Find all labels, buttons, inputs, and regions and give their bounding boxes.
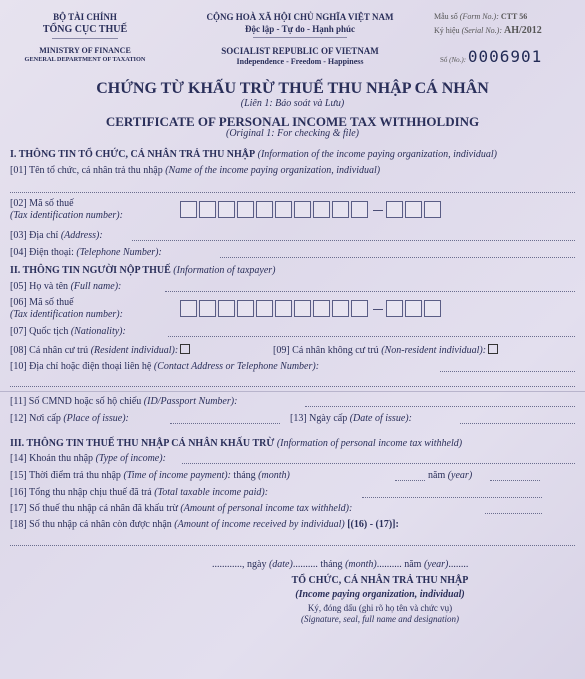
date-year-label-en: (year) bbox=[423, 559, 449, 570]
title-copy-en: (Original 1: For checking & file) bbox=[225, 128, 360, 139]
title-vn: CHỨNG TỪ KHẤU TRỪ THUẾ THU NHẬP CÁ NHÂN bbox=[96, 80, 489, 97]
field-01-line[interactable] bbox=[10, 192, 575, 193]
field-17-code: [17] bbox=[10, 503, 27, 514]
signature-instruction-vn: Ký, đóng dấu (ghi rõ họ tên và chức vụ) bbox=[307, 603, 453, 613]
tax-id-digit-box[interactable] bbox=[218, 300, 235, 317]
field-05 bbox=[10, 281, 121, 292]
form-no-label-en: (Form No.): bbox=[459, 12, 499, 21]
field-03 bbox=[10, 230, 103, 241]
field-09 bbox=[273, 344, 498, 356]
field-18-label: Số thu nhập cá nhân còn được nhận bbox=[29, 519, 172, 530]
field-07-label: Quốc tịch bbox=[29, 326, 69, 337]
field-11-label-en: (ID/Passport Number): bbox=[143, 396, 238, 407]
title-copy-vn: (Liên 1: Báo soát và Lưu) bbox=[240, 98, 345, 109]
department-en: GENERAL DEPARTMENT OF TAXATION bbox=[24, 56, 146, 63]
field-17-label: Số thuế thu nhập cá nhân đã khấu trừ bbox=[29, 503, 178, 514]
serial-number bbox=[434, 25, 542, 36]
field-12 bbox=[10, 413, 129, 424]
field-10-label-en: (Contact Address or Telephone Number): bbox=[153, 361, 320, 372]
tax-id-digit-box[interactable] bbox=[180, 300, 197, 317]
field-15-year-label-en: (year) bbox=[447, 470, 473, 481]
field-13 bbox=[290, 413, 412, 424]
motto-en: Independence - Freedom - Happiness bbox=[236, 57, 364, 66]
field-15-month-label-en: (month) bbox=[258, 470, 290, 481]
section-3-title-en: (Information of personal income tax withheld) bbox=[276, 438, 463, 449]
resident-checkbox[interactable] bbox=[180, 344, 190, 354]
field-12-code: [12] bbox=[10, 413, 27, 424]
field-13-code: [13] bbox=[290, 413, 307, 424]
field-10-code: [10] bbox=[10, 361, 27, 372]
field-01 bbox=[10, 165, 380, 176]
field-10 bbox=[10, 361, 319, 372]
tax-id-digit-box[interactable] bbox=[218, 201, 235, 218]
signature-date: ............, ngày (date).......... tháng (month).......... năm (year)........ bbox=[212, 559, 469, 570]
field-12-label: Nơi cấp bbox=[29, 413, 61, 424]
ministry-en: MINISTRY OF FINANCE bbox=[39, 46, 131, 55]
field-04-line[interactable] bbox=[220, 257, 575, 258]
field-08-label: Cá nhân cư trú bbox=[29, 345, 89, 356]
field-16-label-en: (Total taxable income paid): bbox=[154, 487, 269, 498]
field-07-label-en: (Nationality): bbox=[70, 326, 126, 337]
tax-id-branch-box[interactable] bbox=[424, 300, 441, 317]
tax-id-digit-box[interactable] bbox=[237, 300, 254, 317]
signature-org-vn: TỔ CHỨC, CÁ NHÂN TRẢ THU NHẬP bbox=[291, 575, 469, 586]
field-04-label: Điện thoại: bbox=[29, 247, 74, 258]
tax-id-digit-box[interactable] bbox=[256, 300, 273, 317]
field-16-code: [16] bbox=[10, 487, 27, 498]
field-14 bbox=[10, 453, 166, 464]
serial-value: AH/2012 bbox=[504, 25, 542, 36]
field-15-month-label: tháng bbox=[233, 470, 256, 481]
field-02-code: [02] bbox=[10, 198, 27, 209]
date-month-label-en: (month) bbox=[345, 559, 377, 570]
tax-id-branch-box[interactable] bbox=[386, 201, 403, 218]
tax-id-separator bbox=[373, 210, 383, 211]
date-year-label: năm bbox=[404, 559, 422, 570]
field-06-label-en: (Tax identification number): bbox=[10, 309, 123, 320]
field-15-year-label: năm bbox=[428, 470, 446, 481]
field-04 bbox=[10, 247, 162, 258]
field-07-code: [07] bbox=[10, 326, 27, 337]
motto-vn: Độc lập - Tự do - Hạnh phúc bbox=[244, 24, 355, 34]
tax-id-digit-box[interactable] bbox=[294, 300, 311, 317]
field-13-line[interactable] bbox=[460, 423, 575, 424]
field-06-code: [06] bbox=[10, 297, 27, 308]
document-number-value: 0006901 bbox=[467, 47, 543, 66]
tax-id-digit-box[interactable] bbox=[313, 300, 330, 317]
field-15 bbox=[10, 470, 290, 481]
field-16 bbox=[10, 487, 268, 498]
tax-id-digit-box[interactable] bbox=[332, 201, 349, 218]
field-01-label: Tên tổ chức, cá nhân trả thu nhập bbox=[29, 165, 163, 176]
form-no-label: Mẫu số bbox=[434, 12, 458, 21]
section-1-heading bbox=[10, 149, 497, 160]
tax-id-digit-box[interactable] bbox=[294, 201, 311, 218]
field-06-label: Mã số thuế bbox=[29, 297, 74, 308]
field-10-line-2[interactable] bbox=[10, 386, 575, 387]
section-1-title-en: (Information of the income paying organization, individual) bbox=[257, 149, 497, 160]
field-03-code: [03] bbox=[10, 230, 27, 241]
field-02 bbox=[10, 198, 74, 209]
field-18-line[interactable] bbox=[10, 545, 575, 546]
tax-id-branch-box[interactable] bbox=[405, 300, 422, 317]
field-03-line[interactable] bbox=[132, 240, 575, 241]
field-03-label-en: (Address): bbox=[60, 230, 103, 241]
tax-id-digit-box[interactable] bbox=[275, 300, 292, 317]
tax-id-digit-box[interactable] bbox=[180, 201, 197, 218]
tax-id-digit-box[interactable] bbox=[351, 201, 368, 218]
field-14-label-en: (Type of income): bbox=[95, 453, 166, 464]
field-14-code: [14] bbox=[10, 453, 27, 464]
tax-id-digit-box[interactable] bbox=[256, 201, 273, 218]
field-18-formula: [(16) - (17)]: bbox=[347, 519, 399, 530]
date-day-label-en: (date) bbox=[268, 559, 293, 570]
field-09-code: [09] bbox=[273, 345, 290, 356]
no-label: Số bbox=[440, 56, 448, 64]
header-underline-center bbox=[253, 37, 347, 38]
title-en: CERTIFICATE OF PERSONAL INCOME TAX WITHHOLDING bbox=[105, 114, 480, 129]
section-2-title: II. THÔNG TIN NGƯỜI NỘP THUẾ bbox=[10, 265, 171, 276]
tax-id-digit-box[interactable] bbox=[332, 300, 349, 317]
field-16-label: Tổng thu nhập chịu thuế đã trả bbox=[29, 487, 152, 498]
field-11 bbox=[10, 396, 237, 407]
field-11-label: Số CMND hoặc số hộ chiếu bbox=[28, 396, 142, 407]
field-02-label: Mã số thuế bbox=[29, 198, 74, 209]
field-12-label-en: (Place of issue): bbox=[63, 413, 129, 424]
form-no-value: CTT 56 bbox=[500, 12, 528, 21]
field-05-code: [05] bbox=[10, 281, 27, 292]
field-15-year-line[interactable] bbox=[490, 480, 540, 481]
field-08-label-en: (Resident individual): bbox=[90, 345, 179, 356]
field-15-month-line[interactable] bbox=[395, 480, 425, 481]
field-15-label-en: (Time of income payment): bbox=[123, 470, 231, 481]
field-04-label-en: (Telephone Number): bbox=[76, 247, 162, 258]
field-18-label-en: (Amount of income received by individual) bbox=[174, 519, 345, 530]
field-10-label: Địa chỉ hoặc điện thoại liên hệ bbox=[29, 361, 152, 372]
field-17 bbox=[10, 503, 352, 514]
document-number bbox=[440, 47, 542, 66]
tax-id-branch-box[interactable] bbox=[386, 300, 403, 317]
field-13-label-en: (Date of issue): bbox=[349, 413, 412, 424]
tax-id-separator bbox=[373, 309, 383, 310]
non-resident-checkbox[interactable] bbox=[488, 344, 498, 354]
tax-id-digit-box[interactable] bbox=[351, 300, 368, 317]
field-11-code: [11] bbox=[10, 396, 27, 407]
field-06 bbox=[10, 297, 74, 308]
field-15-code: [15] bbox=[10, 470, 27, 481]
field-14-label: Khoản thu nhập bbox=[29, 453, 94, 464]
field-07 bbox=[10, 326, 126, 337]
republic-en: SOCIALIST REPUBLIC OF VIETNAM bbox=[221, 46, 379, 56]
serial-label-en: (Serial No.): bbox=[461, 26, 502, 35]
field-13-label: Ngày cấp bbox=[309, 413, 348, 424]
field-18 bbox=[10, 519, 399, 530]
field-11-line[interactable] bbox=[305, 406, 575, 407]
tax-id-branch-box[interactable] bbox=[424, 201, 441, 218]
field-08-code: [08] bbox=[10, 345, 27, 356]
field-07-line[interactable] bbox=[168, 336, 575, 337]
field-18-code: [18] bbox=[10, 519, 27, 530]
field-03-label: Địa chỉ bbox=[29, 230, 59, 241]
field-01-label-en: (Name of the income paying organization, individual) bbox=[165, 165, 381, 176]
signature-org-en: (Income paying organization, individual) bbox=[295, 589, 465, 600]
field-01-code: [01] bbox=[10, 165, 27, 176]
field-09-label-en: (Non-resident individual): bbox=[381, 345, 487, 356]
field-05-line[interactable] bbox=[165, 291, 575, 292]
ministry-vn: BỘ TÀI CHÍNH bbox=[53, 12, 117, 22]
field-16-line[interactable] bbox=[362, 497, 542, 498]
field-10-line[interactable] bbox=[440, 371, 575, 372]
field-09-label: Cá nhân không cư trú bbox=[292, 345, 379, 356]
fold-crease bbox=[0, 391, 585, 392]
field-12-line[interactable] bbox=[170, 423, 280, 424]
section-3-title: III. THÔNG TIN THUẾ THU NHẬP CÁ NHÂN KHẤU TRỪ bbox=[10, 438, 275, 449]
section-2-heading bbox=[10, 265, 275, 276]
field-04-code: [04] bbox=[10, 247, 27, 258]
header-underline-left bbox=[52, 38, 118, 39]
field-05-label: Họ và tên bbox=[29, 281, 69, 292]
no-label-en: (No.): bbox=[449, 56, 467, 64]
field-17-label-en: (Amount of personal income tax withheld): bbox=[180, 503, 353, 514]
tax-id-digit-box[interactable] bbox=[237, 201, 254, 218]
republic-vn: CỘNG HOÀ XÃ HỘI CHỦ NGHĨA VIỆT NAM bbox=[206, 12, 394, 22]
date-month-label: tháng bbox=[320, 559, 343, 570]
tax-id-branch-box[interactable] bbox=[405, 201, 422, 218]
tax-id-digit-box[interactable] bbox=[275, 201, 292, 218]
field-15-year bbox=[428, 470, 472, 481]
date-day-label: ngày bbox=[247, 559, 267, 570]
section-1-title: I. THÔNG TIN TỔ CHỨC, CÁ NHÂN TRẢ THU NHẬP bbox=[10, 149, 256, 160]
field-08 bbox=[10, 344, 190, 356]
field-14-line[interactable] bbox=[182, 463, 575, 464]
tax-id-digit-box[interactable] bbox=[199, 201, 216, 218]
signature-instruction-en: (Signature, seal, full name and designation) bbox=[301, 614, 459, 624]
field-05-label-en: (Full name): bbox=[70, 281, 122, 292]
serial-label: Ký hiệu bbox=[434, 26, 460, 35]
field-17-line[interactable] bbox=[485, 513, 542, 514]
tax-id-digit-box[interactable] bbox=[199, 300, 216, 317]
section-2-title-en: (Information of taxpayer) bbox=[173, 265, 276, 276]
form-number bbox=[434, 12, 527, 21]
section-3-heading bbox=[10, 438, 462, 449]
department-vn: TỔNG CỤC THUẾ bbox=[42, 24, 128, 35]
tax-id-digit-box[interactable] bbox=[313, 201, 330, 218]
field-15-label: Thời điểm trả thu nhập bbox=[29, 470, 121, 481]
field-02-label-en: (Tax identification number): bbox=[10, 210, 123, 221]
